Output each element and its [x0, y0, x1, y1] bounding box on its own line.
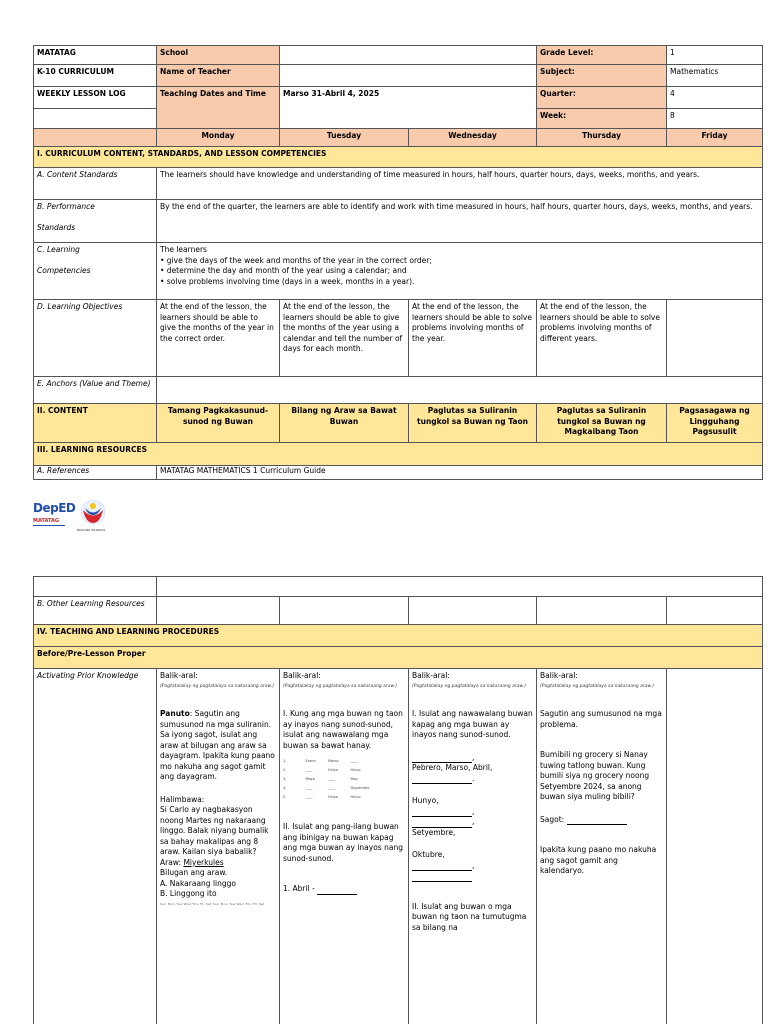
- mini-cell: Marso: [328, 759, 339, 763]
- anchors-label: E. Anchors (Value and Theme): [34, 377, 157, 404]
- content-title-thursday: Paglutas sa Suliranin tungkol sa Buwan ng Magkaibang Taon: [537, 404, 667, 443]
- teacher-label: Name of Teacher: [157, 65, 280, 87]
- objective-wednesday: At the end of the lesson, the learners should be able to solve problems involving months of the year.: [409, 300, 537, 377]
- seal-tagline: BAGONG PILIPINAS: [77, 528, 106, 532]
- matatag-brand-text: MATATAG: [33, 518, 59, 524]
- answer-blank[interactable]: [412, 820, 472, 828]
- day-friday: Friday: [667, 129, 763, 147]
- spacer: [160, 689, 276, 709]
- balik-aral-label: Balik-aral:: [283, 671, 321, 680]
- competency-item: • determine the day and month of the year using a calendar; and: [160, 266, 407, 275]
- mini-row: [283, 757, 373, 766]
- references-text: MATATAG MATHEMATICS 1 Curriculum Guide: [157, 466, 763, 480]
- mini-cell: 3.: [283, 777, 287, 781]
- objective-friday: [667, 300, 763, 377]
- mini-cell: ____: [350, 759, 358, 763]
- araw-answer-line: [160, 858, 276, 869]
- panuto-bold: Panuto: [160, 709, 190, 718]
- answer-blank[interactable]: [412, 874, 472, 882]
- section-teaching-procedures: IV. TEACHING AND LEARNING PROCEDURES: [34, 625, 763, 647]
- mini-cell: 5.: [283, 795, 287, 799]
- balik-aral-label: Balik-aral:: [412, 671, 450, 680]
- balik-aral-label: Balik-aral:: [540, 671, 578, 680]
- mini-cell: 4.: [283, 786, 287, 790]
- activity-tuesday: [280, 669, 409, 1024]
- balik-aral-note: (Pagtatalakay ng pagtatalaya sa nakaraang araw.): [412, 683, 527, 689]
- day-header-blank: [34, 129, 157, 147]
- blank-label-cell: [34, 577, 157, 597]
- araw-answer: Miyerkules: [183, 857, 224, 867]
- activity-wednesday: [409, 669, 537, 1024]
- balik-aral-note: (Pagtatalakay ng pagtatalaya sa nakaraang araw.): [540, 683, 655, 689]
- day-monday: Monday: [157, 129, 280, 147]
- answer-blank-line[interactable]: ,: [412, 807, 533, 818]
- tuesday-question-1: I. Kung ang mga buwan ng taon ay inayos nang sunod-sunod, isulat ang nawawalang mga buwan sa bawat hanay.: [283, 709, 403, 750]
- lesson-log-table-page2: [33, 576, 763, 1024]
- mini-cell: ____: [305, 786, 313, 790]
- objective-monday: At the end of the lesson, the learners should be able to give the months of the year in the correct order.: [157, 300, 280, 377]
- dates-label: Teaching Dates and Time: [157, 87, 280, 129]
- tuesday-question-2: II. Isulat ang pang-ilang buwan ang ibinigay na buwan kapag ang mga buwan ay inayos nang sunod-sunod.: [283, 822, 403, 863]
- school-value[interactable]: [280, 46, 537, 65]
- tuesday-item-1-text: 1. Abril -: [283, 884, 318, 893]
- day-thursday: Thursday: [537, 129, 667, 147]
- subject-label: Subject:: [537, 65, 667, 87]
- spacer: [283, 689, 405, 709]
- lesson-log-table-page1: [33, 45, 763, 480]
- learning-competencies-label: [34, 243, 157, 300]
- mini-cell: 1.: [283, 759, 287, 763]
- content-title-tuesday: Bilang ng Araw sa Bawat Buwan: [280, 404, 409, 443]
- dates-value[interactable]: Marso 31-Abril 4, 2025: [280, 87, 537, 129]
- performance-label-line2: Standards: [37, 222, 76, 232]
- section-content: II. CONTENT: [34, 404, 157, 443]
- spacer: [540, 803, 663, 815]
- section-before-lesson: Before/Pre-Lesson Proper: [34, 647, 763, 669]
- spacer: [283, 802, 405, 822]
- title-weekly-log: WEEKLY LESSON LOG: [34, 87, 157, 109]
- section-learning-resources: III. LEARNING RESOURCES: [34, 443, 763, 466]
- performance-standards-text: By the end of the quarter, the learners are able to identify and work with time measured in hours, half hours, quarter hours, days, weeks, months, and years.: [157, 200, 763, 243]
- content-title-friday: Pagsasagawa ng Lingguhang Pagsusulit: [667, 404, 763, 443]
- competencies-label-line1: C. Learning: [37, 245, 80, 254]
- mini-cell: Disyembre: [350, 786, 370, 790]
- other-resources-monday: [157, 597, 280, 625]
- mini-cell: Enero: [305, 759, 316, 763]
- deped-matatag-logo: [33, 497, 117, 537]
- mini-calendar-strip: Sun Mon Tue Wed Thu Fri Sat Sun Mon Tue Wed Thu Fri Sat: [160, 901, 265, 906]
- mini-cell: Hulyo: [328, 768, 339, 772]
- panuto-rest: : Sagutin ang sumusunod na mga suliranin. Sa iyong sagot, isulat ang araw at bilugan ang araw sa dayagram. Ipakita kung paano mo nakuha ang sagot gamit ang dayagram.: [160, 709, 275, 781]
- sequence-1: Pebrero, Marso, Abril,: [412, 763, 493, 772]
- spacer: [412, 689, 533, 709]
- balik-aral-label: Balik-aral:: [160, 671, 198, 680]
- answer-blank[interactable]: [412, 755, 472, 763]
- competency-item: • give the days of the week and months of the year in the correct order;: [160, 255, 432, 265]
- performance-standards-label: [34, 200, 157, 243]
- spacer: [412, 784, 533, 796]
- spacer: [540, 730, 663, 750]
- section-curriculum-content: I. CURRICULUM CONTENT, STANDARDS, AND LESSON COMPETENCIES: [34, 147, 763, 168]
- halimbawa-label: Halimbawa:: [160, 794, 205, 804]
- school-label: School: [157, 46, 280, 65]
- logo-divider: [33, 525, 65, 526]
- answer-blank-line[interactable]: ,: [412, 861, 533, 872]
- answer-blank[interactable]: [317, 887, 357, 895]
- wednesday-question-2: II. Isulat ang buwan o mga buwan ng taon na tumutugma sa bilang na: [412, 901, 527, 932]
- wednesday-question-1: I. Isulat ang nawawalang buwan kapag ang mga buwan ay inayos nang sunod-sunod.: [412, 709, 533, 739]
- learning-objectives-label: D. Learning Objectives: [34, 300, 157, 377]
- anchors-value: [157, 377, 763, 404]
- competency-item: • solve problems involving time (days in a week, months in a year).: [160, 276, 415, 286]
- mini-row: [283, 784, 373, 793]
- spacer: [160, 783, 276, 795]
- spacer: [540, 689, 663, 709]
- thursday-show-work: Ipakita kung paano mo nakuha ang sagot gamit ang kalendaryo.: [540, 845, 657, 875]
- sequence-2: Hunyo,: [412, 796, 439, 805]
- spacer: [412, 741, 533, 753]
- competencies-label-line2: Competencies: [37, 265, 91, 275]
- activating-prior-knowledge-label: Activating Prior Knowledge: [34, 669, 157, 1024]
- mini-cell: Hulyo: [350, 768, 361, 772]
- blank-content-cell: [157, 577, 763, 597]
- day-tuesday: Tuesday: [280, 129, 409, 147]
- example-problem: Si Carlo ay nagbakasyon noong Martes ng nakaraang linggo. Balak niyang bumalik sa bahay makalipas ang 8 araw. Kailan siya babalik?: [160, 805, 269, 856]
- quarter-value[interactable]: 4: [667, 87, 763, 109]
- content-title-monday: Tamang Pagkakasunud-sunod ng Buwan: [157, 404, 280, 443]
- bagong-pilipinas-seal-icon: [80, 499, 106, 525]
- other-resources-label: B. Other Learning Resources: [34, 597, 157, 625]
- deped-brand-text: DepED: [33, 501, 76, 515]
- answer-blank-line[interactable]: ,: [412, 753, 533, 764]
- content-standards-text: The learners should have knowledge and understanding of time measured in hours, half hours, quarter hours, days, weeks, months, and years.: [157, 168, 763, 200]
- content-title-wednesday: Paglutas sa Suliranin tungkol sa Buwan ng Taon: [409, 404, 537, 443]
- bilugan-instruction: Bilugan ang araw.: [160, 868, 228, 877]
- day-wednesday: Wednesday: [409, 129, 537, 147]
- mini-cell: May: [350, 777, 358, 781]
- sequence-4: Oktubre,: [412, 850, 445, 859]
- option-b: B. Linggong ito: [160, 889, 217, 898]
- mini-row: [283, 766, 373, 775]
- mini-cell: Hulyo: [328, 795, 339, 799]
- objective-thursday: At the end of the lesson, the learners should be able to solve problems involving months of different years.: [537, 300, 667, 377]
- answer-blank[interactable]: [412, 776, 472, 784]
- panuto-text: [160, 709, 276, 783]
- other-resources-tuesday: [280, 597, 409, 625]
- spacer: [283, 864, 405, 884]
- months-mini-table: [283, 757, 373, 802]
- mini-cell: ____: [305, 795, 313, 799]
- mini-cell: 2.: [283, 768, 287, 772]
- answer-blank-line[interactable]: .: [412, 774, 533, 785]
- mini-row: [283, 775, 373, 784]
- spacer: [540, 825, 663, 845]
- spacer: [412, 882, 533, 902]
- week-label: Week:: [537, 109, 667, 129]
- answer-blank-line[interactable]: [412, 871, 533, 882]
- subject-value[interactable]: Mathematics: [667, 65, 763, 87]
- learning-competencies-text: [157, 243, 763, 300]
- mini-cell: Hulyo: [350, 795, 361, 799]
- other-resources-friday: [667, 597, 763, 625]
- activity-thursday: [537, 669, 667, 1024]
- tuesday-item-1: [283, 884, 405, 895]
- references-label: A. References: [34, 466, 157, 480]
- balik-aral-note: (Pagtatalakay ng pagtatalaya sa nakaraang araw.): [160, 683, 275, 689]
- thursday-problem: Bumibili ng grocery si Nanay tuwing tatlong buwan. Kung bumili siya ng grocery noong Setyembre 2024, sa anong buwan siya muling bibili?: [540, 750, 650, 801]
- sequence-3: Setyembre,: [412, 827, 456, 837]
- thursday-intro: Sagutin ang sumusunod na mga problema.: [540, 709, 662, 729]
- araw-label: Araw:: [160, 857, 184, 867]
- title-curriculum: K-10 CURRICULUM: [34, 65, 157, 87]
- sagot-label: Sagot:: [540, 814, 567, 824]
- mini-cell: Mayo: [305, 777, 315, 781]
- answer-blank[interactable]: [412, 863, 472, 871]
- competencies-intro: The learners: [160, 245, 207, 254]
- quarter-label: Quarter:: [537, 87, 667, 109]
- option-a: A. Nakaraang linggo: [160, 878, 236, 888]
- answer-blank[interactable]: [412, 809, 472, 817]
- activity-monday: [157, 669, 280, 1024]
- mini-cell: ____: [305, 768, 313, 772]
- performance-label-line1: B. Performance: [37, 202, 95, 211]
- grade-level-value[interactable]: 1: [667, 46, 763, 65]
- objective-tuesday: At the end of the lesson, the learners should be able to give the months of the year using a calendar and tell the number of days for each month.: [280, 300, 409, 377]
- title-matatag: MATATAG: [34, 46, 157, 65]
- week-value[interactable]: 8: [667, 109, 763, 129]
- thursday-sagot-line: [540, 815, 663, 826]
- spacer: [412, 838, 533, 850]
- teacher-value[interactable]: [280, 65, 537, 87]
- mini-cell: ____: [328, 777, 335, 781]
- other-resources-wednesday: [409, 597, 537, 625]
- content-standards-label: A. Content Standards: [34, 168, 157, 200]
- balik-aral-note: (Pagtatalakay ng pagtatalaya sa nakaraang araw.): [283, 683, 398, 689]
- activity-friday: [667, 669, 763, 1024]
- mini-cell: ____: [328, 786, 335, 790]
- mini-row: [283, 793, 373, 802]
- grade-level-label: Grade Level:: [537, 46, 667, 65]
- empty-cell: [34, 109, 157, 129]
- other-resources-thursday: [537, 597, 667, 625]
- answer-blank-line[interactable]: ,: [412, 817, 533, 828]
- answer-blank[interactable]: [567, 817, 627, 825]
